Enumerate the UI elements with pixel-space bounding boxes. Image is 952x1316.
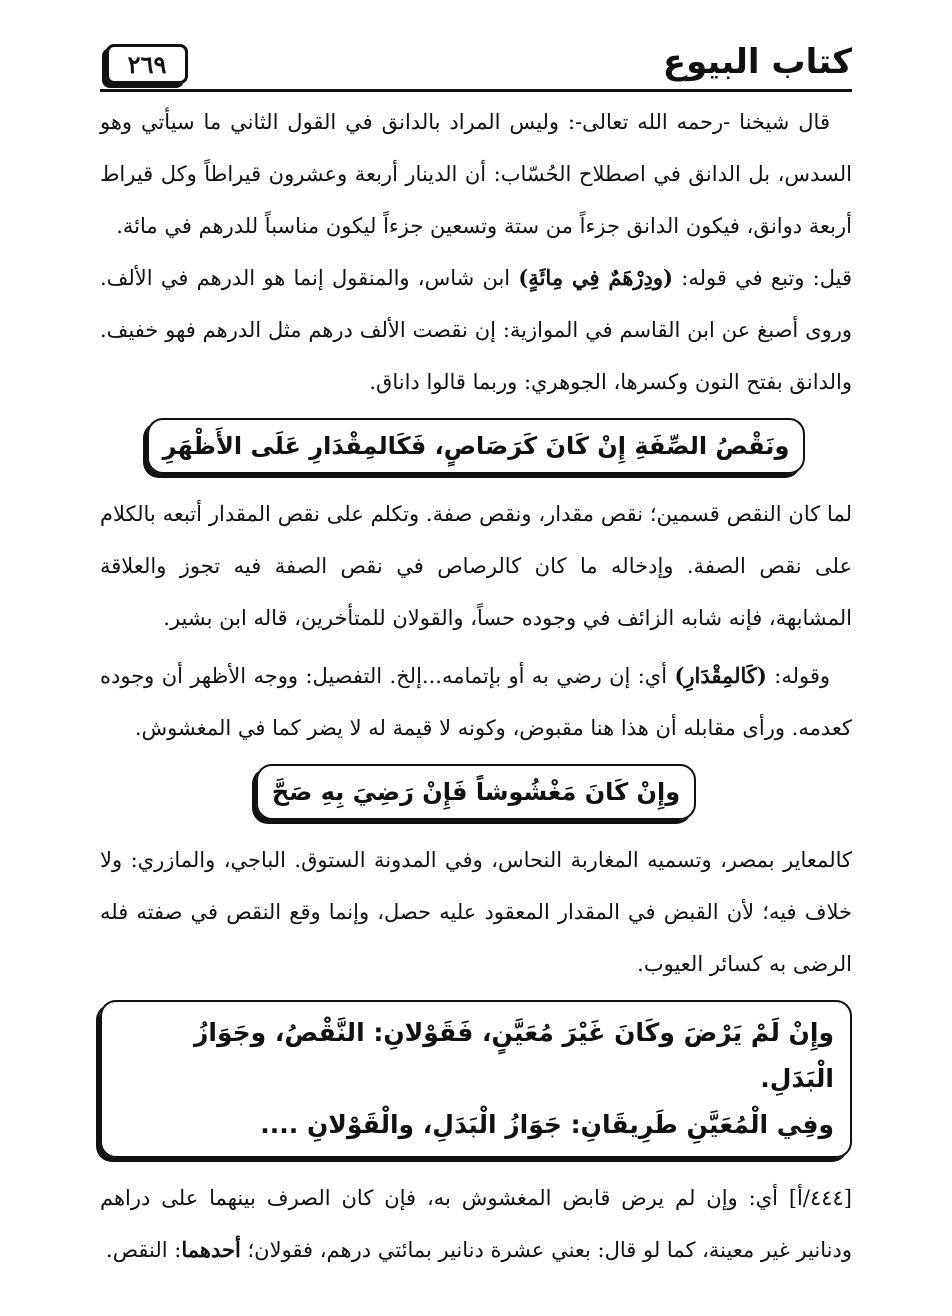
paragraph-text: ابن شاس، والمنقول إنما هو الدرهم في الألف. وروى أصبغ عن ابن القاسم في الموازية: إن نقصت الألف درهم مثل الدرهم فهو خفيف. والدانق بفتح النون وكسرها، الجوهري: وربما قالوا داناق. bbox=[100, 266, 852, 394]
bold-term: أحدهما bbox=[181, 1237, 241, 1262]
header-rule bbox=[100, 89, 852, 92]
paragraph-text: قيل: وتبع في قوله: bbox=[673, 266, 852, 290]
matn-box bbox=[256, 764, 696, 820]
paragraph bbox=[100, 252, 852, 408]
paragraph: كالمعاير بمصر، وتسميه المغاربة النحاس، وفي المدونة الستوق. الباجي، والمازري: ولا خلاف فيه؛ لأن القبض في المقدار المعقود عليه حصل، وإنما وقع النقص في صفته فله الرضى به كسائر العيوب. bbox=[100, 848, 852, 976]
paragraph bbox=[100, 650, 852, 754]
paragraph-text: وقوله: bbox=[766, 664, 831, 688]
paragraph bbox=[100, 1172, 852, 1276]
paragraph-text: أي: وإن لم يرض قابض المغشوش به، فإن كان الصرف بينهما على دراهم ودنانير غير معينة، كما لو قال: بعني عشرة دنانير بمائتي درهم، فقولان؛ bbox=[100, 1186, 852, 1262]
page-number-box bbox=[106, 44, 188, 84]
matn-text: وإِنْ كَانَ مَغْشُوشاً فَإِنْ رَضِيَ بِهِ صَحَّ bbox=[271, 778, 681, 806]
matn-line: وفِي الْمُعَيَّنِ طَرِيقَانِ: جَوَازُ الْبَدَلِ، والْقَوْلانِ .... bbox=[260, 1110, 834, 1139]
page-header bbox=[100, 30, 852, 92]
quoted-term: (ودِرْهَمٌ فِي مِائَةٍ) bbox=[518, 265, 673, 290]
paragraph: قال شيخنا -رحمه الله تعالى-: وليس المراد بالدانق في القول الثاني ما سيأتي وهو السدس، بل الدانق في اصطلاح الحُسّاب: أن الدينار أربعة وعشرون قيراطاً وكل قيراط أربعة دوانق، فيكون الدانق جزءاً من ستة وتسعين جزءاً ليكون مناسباً للدرهم في مائة. bbox=[100, 110, 852, 238]
running-head-title: كتاب البيوع bbox=[662, 42, 852, 82]
paragraph: لما كان النقص قسمين؛ نقص مقدار، ونقص صفة. وتكلم على نقص المقدار أتبعه بالكلام على نقص الصفة. وإدخاله ما كان كالرصاص في نقص الصفة فيه تجوز والعلاقة المشابهة، فإنه شابه الزائف في وجوده حساً، والقولان للمتأخرين، قاله ابن بشير. bbox=[100, 502, 852, 630]
matn-box bbox=[147, 418, 806, 474]
paragraph-text: أي: إن رضي به أو بإتمامه...إلخ. التفصيل: ووجه الأظهر أن وجوده كعدمه. ورأى مقابله أن هذا هنا مقبوض، وكونه لا قيمة له لا يضر كما في المغشوش. bbox=[100, 664, 852, 740]
matn-line: وإِنْ لَمْ يَرْضَ وكَانَ غَيْرَ مُعَيَّنٍ، فَقَوْلانِ: النَّقْصُ، وجَوَازُ الْبَدَلِ. bbox=[193, 1018, 834, 1093]
folio-reference: [٤٤٤/أ] bbox=[788, 1186, 852, 1210]
quoted-term: (كَالمِقْدَارِ) bbox=[674, 663, 767, 688]
matn-text: ونَقْصُ الصِّفَةِ إِنْ كَانَ كَرَصَاصٍ، فَكَالمِقْدَارِ عَلَى الأَظْهَرِ bbox=[162, 432, 790, 460]
page-body bbox=[100, 96, 852, 1276]
matn-box bbox=[100, 1000, 852, 1158]
paragraph-text: : النقص. bbox=[106, 1238, 182, 1262]
page-number: ٢٦٩ bbox=[127, 49, 167, 79]
